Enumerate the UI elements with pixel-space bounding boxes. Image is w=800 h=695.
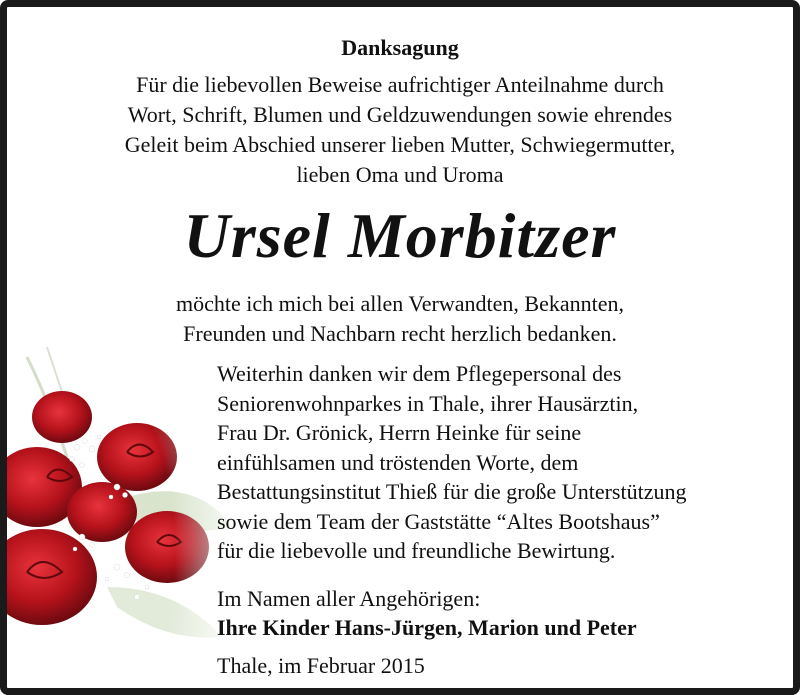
signature-block bbox=[217, 584, 637, 642]
extra-line: Seniorenwohnparkes in Thale, ihrer Hausärztin, bbox=[217, 390, 639, 416]
extra-line: für die liebevolle und freundliche Bewirtung. bbox=[217, 538, 616, 563]
extra-line: Weiterhin danken wir dem Pflegepersonal des bbox=[217, 361, 622, 386]
thanks-text bbox=[7, 289, 793, 349]
place-date: Thale, im Februar 2015 bbox=[217, 653, 425, 678]
extra-line: einfühlsamen und tröstenden Worte, dem bbox=[217, 449, 579, 475]
intro-text bbox=[7, 70, 793, 190]
deceased-name: Ursel Morbitzer bbox=[183, 200, 617, 271]
thanks-line: Freunden und Nachbarn recht herzlich bedanken. bbox=[183, 321, 617, 346]
intro-line: lieben Oma und Uroma bbox=[296, 162, 504, 187]
roses-bouquet-image bbox=[7, 337, 247, 695]
extra-line: Bestattungsinstitut Thieß für die große Unterstützung bbox=[217, 479, 687, 504]
extra-line: Frau Dr. Grönick, Herrn Heinke für seine bbox=[217, 420, 582, 445]
behalf-label: Im Namen aller Angehörigen: bbox=[217, 586, 481, 611]
heading: Danksagung bbox=[341, 35, 459, 60]
extra-line: sowie dem Team der Gaststätte “Altes Bootshaus” bbox=[217, 508, 660, 534]
thanks-line: möchte ich mich bei allen Verwandten, Bekannten, bbox=[175, 291, 624, 316]
family-names: Ihre Kinder Hans-Jürgen, Marion und Peter bbox=[217, 615, 637, 640]
intro-line: Geleit beim Abschied unserer lieben Mutter, Schwiegermutter, bbox=[124, 132, 676, 157]
intro-line: Für die liebevollen Beweise aufrichtiger Anteilnahme durch bbox=[136, 72, 664, 97]
additional-thanks-text bbox=[217, 359, 686, 566]
intro-line: Wort, Schrift, Blumen und Geldzuwendungen sowie ehrendes bbox=[127, 102, 673, 127]
